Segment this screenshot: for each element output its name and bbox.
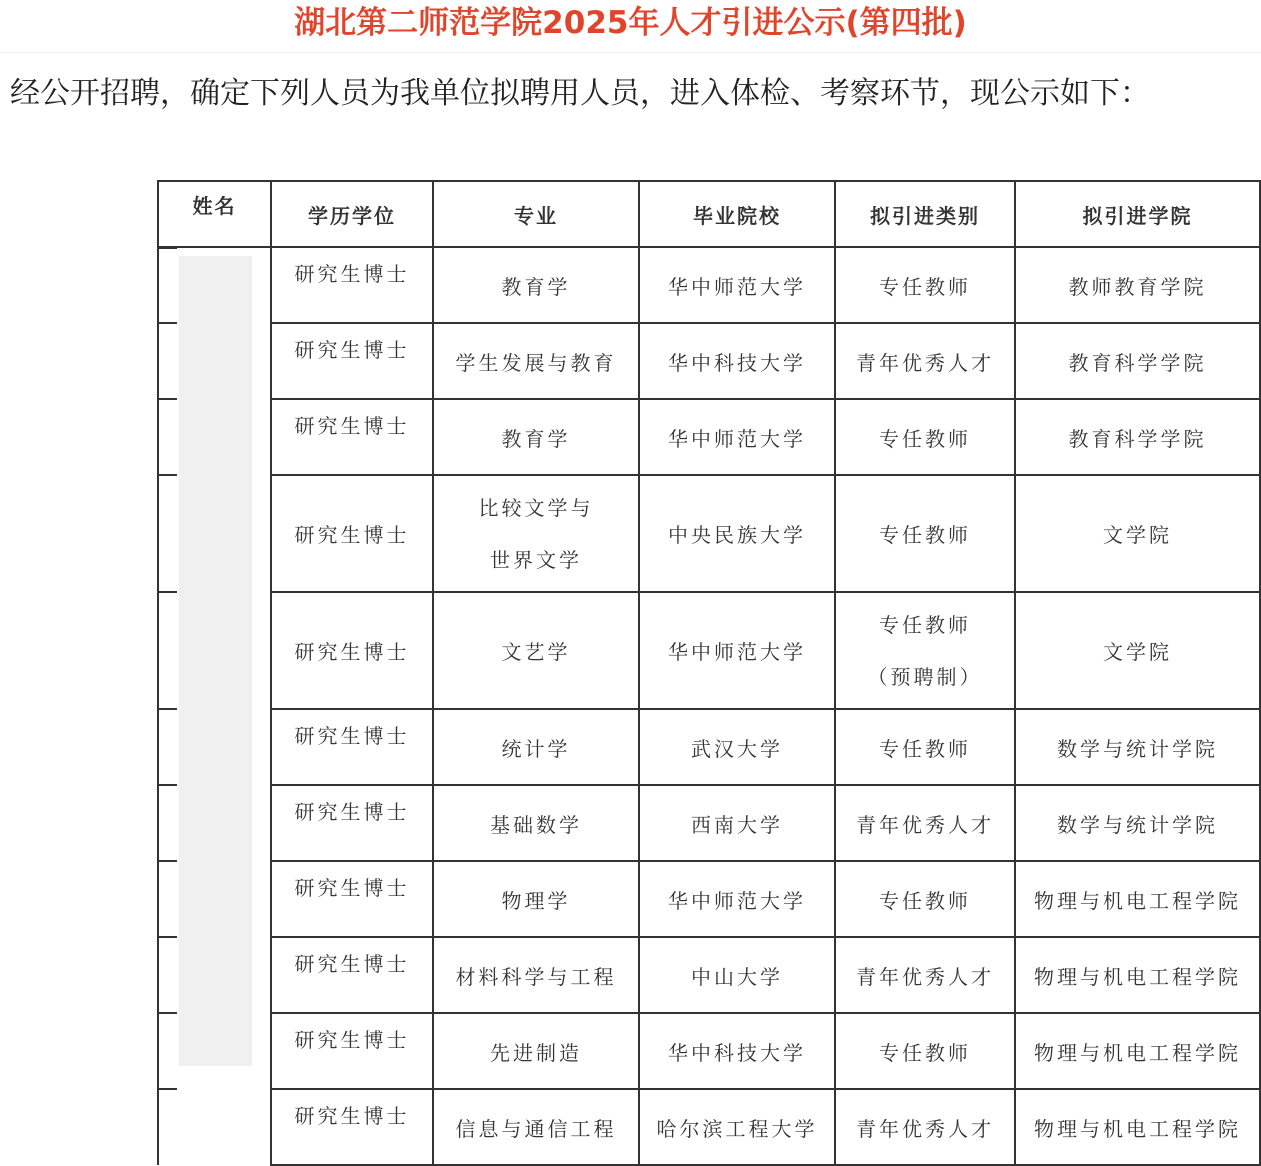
school-cell: 哈尔滨工程大学: [639, 1089, 835, 1165]
table-row: [158, 323, 1260, 399]
candidate-table: [157, 180, 1261, 1166]
school-cell: 华中师范大学: [639, 399, 835, 475]
header-name: 姓名: [158, 181, 271, 247]
category-cell-line: （预聘制）: [867, 664, 983, 689]
college-cell: 数学与统计学院: [1015, 709, 1260, 785]
major-cell: [433, 709, 639, 785]
school-cell: 华中科技大学: [639, 323, 835, 399]
category-cell: [835, 937, 1015, 1013]
college-cell: 物理与机电工程学院: [1015, 1013, 1260, 1089]
table-row: [158, 709, 1260, 785]
degree-cell: 研究生博士: [271, 592, 433, 709]
category-cell: [835, 592, 1015, 709]
category-cell-line: 专任教师: [879, 736, 971, 761]
table-row: [158, 785, 1260, 861]
major-cell: [433, 861, 639, 937]
college-cell: 教育科学学院: [1015, 323, 1260, 399]
major-cell: [433, 1089, 639, 1165]
category-cell: [835, 399, 1015, 475]
header-major: 专业: [433, 181, 639, 247]
header-category: 拟引进类别: [835, 181, 1015, 247]
school-cell: 华中科技大学: [639, 1013, 835, 1089]
college-cell: 物理与机电工程学院: [1015, 861, 1260, 937]
degree-cell: 研究生博士: [271, 861, 433, 937]
school-cell: 华中师范大学: [639, 861, 835, 937]
school-cell: 华中师范大学: [639, 592, 835, 709]
major-cell: [433, 247, 639, 323]
college-cell: 教育科学学院: [1015, 399, 1260, 475]
table-row: [158, 247, 1260, 323]
degree-cell: 研究生博士: [271, 1089, 433, 1165]
major-cell: [433, 1013, 639, 1089]
college-cell: 教师教育学院: [1015, 247, 1260, 323]
category-cell: [835, 247, 1015, 323]
table-row: [158, 1089, 1260, 1165]
category-cell-line: 青年优秀人才: [856, 812, 994, 837]
page-title: 湖北第二师范学院2025年人才引进公示(第四批): [0, 0, 1261, 53]
major-cell: [433, 937, 639, 1013]
category-cell-line: 专任教师: [879, 612, 971, 637]
degree-cell: 研究生博士: [271, 247, 433, 323]
major-cell-line: 世界文学: [490, 547, 582, 572]
degree-cell: 研究生博士: [271, 1013, 433, 1089]
table-row: [158, 592, 1260, 709]
category-cell-line: 青年优秀人才: [856, 350, 994, 375]
major-cell: [433, 592, 639, 709]
category-cell: [835, 861, 1015, 937]
table-row: [158, 1013, 1260, 1089]
header-degree: 学历学位: [271, 181, 433, 247]
major-cell-line: 文艺学: [501, 640, 571, 664]
college-cell: 文学院: [1015, 592, 1260, 709]
degree-cell: 研究生博士: [271, 399, 433, 475]
table-row: [158, 475, 1260, 592]
table-row: [158, 937, 1260, 1013]
category-cell-line: 青年优秀人才: [856, 964, 994, 989]
category-cell-line: 专任教师: [879, 523, 971, 547]
degree-cell: 研究生博士: [271, 785, 433, 861]
college-cell: 数学与统计学院: [1015, 785, 1260, 861]
major-cell-line: 教育学: [501, 426, 571, 451]
category-cell: [835, 475, 1015, 592]
college-cell: 文学院: [1015, 475, 1260, 592]
major-cell-line: 物理学: [501, 888, 571, 913]
college-cell: 物理与机电工程学院: [1015, 937, 1260, 1013]
redacted-names-block: [179, 256, 252, 1066]
header-college: 拟引进学院: [1015, 181, 1260, 247]
school-cell: 西南大学: [639, 785, 835, 861]
category-cell: [835, 709, 1015, 785]
school-cell: 中山大学: [639, 937, 835, 1013]
major-cell: [433, 785, 639, 861]
degree-cell: 研究生博士: [271, 323, 433, 399]
degree-cell: 研究生博士: [271, 937, 433, 1013]
category-cell: [835, 1013, 1015, 1089]
major-cell-line: 基础数学: [490, 812, 582, 837]
major-cell: [433, 323, 639, 399]
category-cell-line: 专任教师: [879, 426, 971, 451]
school-cell: 武汉大学: [639, 709, 835, 785]
category-cell-line: 专任教师: [879, 274, 971, 299]
header-school: 毕业院校: [639, 181, 835, 247]
category-cell: [835, 785, 1015, 861]
category-cell: [835, 1089, 1015, 1165]
major-cell: [433, 399, 639, 475]
school-cell: 华中师范大学: [639, 247, 835, 323]
table-row: [158, 399, 1260, 475]
table-row: [158, 861, 1260, 937]
major-cell: [433, 475, 639, 592]
category-cell: [835, 323, 1015, 399]
major-cell-line: 教育学: [501, 274, 571, 299]
table-header-row: [158, 181, 1260, 247]
major-cell-line: 学生发展与教育: [455, 350, 617, 375]
category-cell-line: 专任教师: [879, 888, 971, 913]
degree-cell: 研究生博士: [271, 709, 433, 785]
intro-paragraph: 经公开招聘，确定下列人员为我单位拟聘用人员，进入体检、考察环节，现公示如下：: [10, 76, 1150, 111]
school-cell: 中央民族大学: [639, 475, 835, 592]
major-cell-line: 统计学: [501, 736, 571, 761]
major-cell-line: 先进制造: [490, 1040, 582, 1065]
name-cell: [158, 1089, 271, 1165]
major-cell-line: 比较文学与: [478, 495, 594, 520]
college-cell: 物理与机电工程学院: [1015, 1089, 1260, 1165]
degree-cell: 研究生博士: [271, 475, 433, 592]
major-cell-line: 材料科学与工程: [455, 964, 617, 989]
category-cell-line: 青年优秀人才: [856, 1116, 994, 1141]
major-cell-line: 信息与通信工程: [455, 1116, 617, 1141]
category-cell-line: 专任教师: [879, 1040, 971, 1065]
